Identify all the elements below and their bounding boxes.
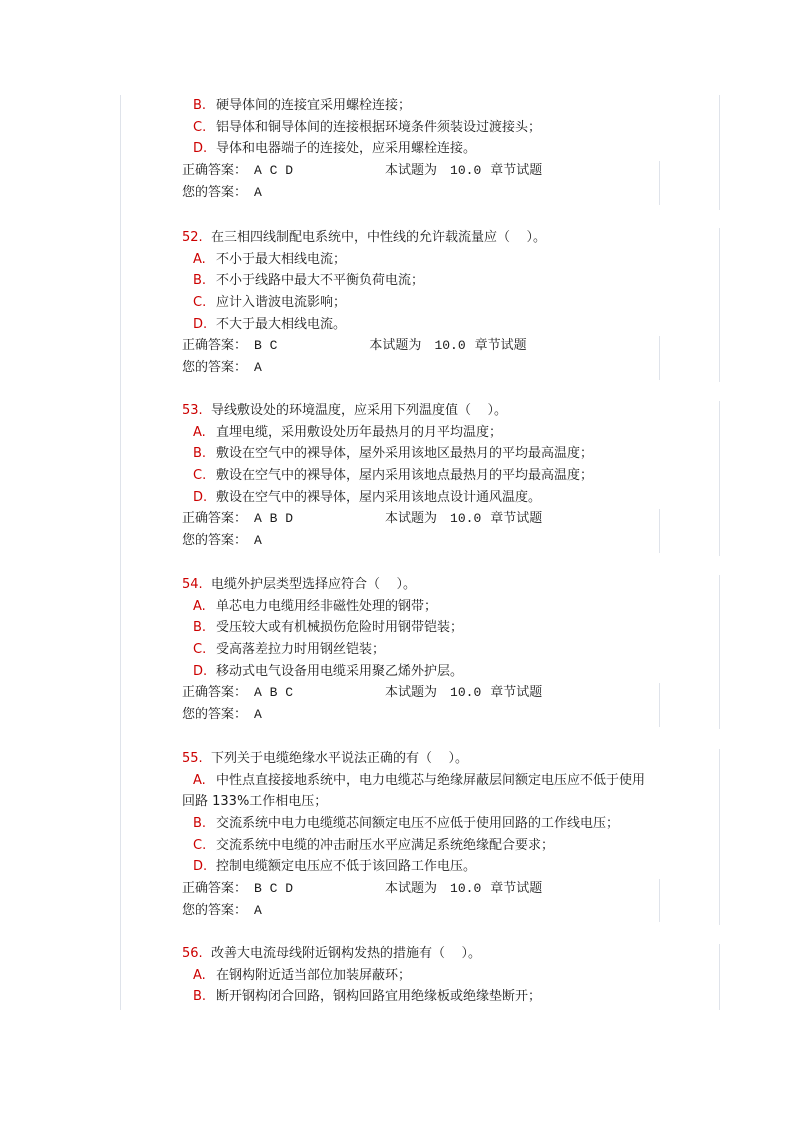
correct-answer-row [182, 682, 672, 704]
question-number: 52. [182, 230, 203, 245]
right-border-line [719, 749, 720, 925]
option-letter: B. [193, 446, 207, 462]
option-letter: B. [193, 620, 207, 636]
score-value: 10.0 [450, 685, 482, 701]
question-block-53 [182, 400, 672, 552]
option-letter: A. [193, 598, 206, 614]
correct-answer-value: A B C [254, 685, 294, 701]
option-letter: B. [193, 989, 207, 1005]
left-border-line [120, 95, 121, 1010]
correct-answer-row [182, 335, 672, 357]
score-value: 10.0 [450, 881, 482, 897]
your-answer-row [182, 530, 672, 552]
option-row [182, 138, 672, 160]
option-text: 不小于线路中最大不平衡负荷电流； [216, 273, 425, 289]
option-letter: A. [193, 967, 206, 983]
your-answer-row [182, 182, 672, 204]
score-label: 本试题为 [369, 338, 422, 354]
right-border-line [719, 575, 720, 729]
option-letter: A. [193, 772, 206, 788]
chapter-label: 章节试题 [490, 511, 543, 527]
correct-answer-value: B C [254, 338, 278, 354]
right-border-line [719, 401, 720, 556]
chapter-label: 章节试题 [474, 338, 527, 354]
score-value: 10.0 [434, 338, 466, 354]
score-value: 10.0 [450, 511, 482, 527]
score-label: 本试题为 [385, 163, 438, 179]
question-block-55 [182, 748, 672, 922]
question-stem-row [182, 748, 672, 770]
question-stem: 下列关于电缆绝缘水平说法正确的有（ ）。 [211, 751, 469, 766]
your-answer-label: 您的答案： [182, 707, 248, 723]
correct-answer-row [182, 878, 672, 900]
option-letter: D. [193, 859, 208, 875]
option-row [182, 813, 672, 835]
option-row [182, 422, 672, 444]
correct-answer-row [182, 508, 672, 530]
correct-answer-value: A C D [254, 163, 294, 179]
score-label: 本试题为 [385, 511, 438, 527]
option-letter: C. [193, 295, 207, 311]
option-row [182, 770, 672, 792]
question-stem: 导线敷设处的环境温度，应采用下列温度值（ ）。 [211, 403, 508, 418]
chapter-label: 章节试题 [490, 163, 543, 179]
your-answer-label: 您的答案： [182, 184, 248, 200]
your-answer-label: 您的答案： [182, 360, 248, 376]
question-number: 55. [182, 751, 203, 766]
option-text: 回路 133%工作相电压； [182, 794, 328, 810]
correct-answer-label: 正确答案： [182, 881, 248, 897]
correct-answer-label: 正确答案： [182, 163, 248, 179]
option-text: 直埋电缆，采用敷设处历年最热月的月平均温度； [216, 424, 503, 440]
your-answer-value: A [254, 902, 262, 918]
question-number: 56. [182, 946, 203, 961]
option-text: 中性点直接接地系统中，电力电缆芯与绝缘屏蔽层间额定电压应不低于使用 [216, 772, 646, 788]
question-number: 53. [182, 403, 203, 418]
option-letter: B. [193, 816, 207, 832]
your-answer-value: A [254, 184, 262, 200]
option-row [182, 596, 672, 618]
option-text: 敷设在空气中的裸导体，屋内采用该地点设计通风温度。 [216, 489, 542, 505]
chapter-label: 章节试题 [490, 881, 543, 897]
option-row [182, 661, 672, 683]
option-row [182, 487, 672, 509]
option-letter: C. [193, 468, 207, 484]
your-answer-row [182, 357, 672, 379]
option-row [182, 443, 672, 465]
right-border-line [719, 95, 720, 210]
option-row [182, 465, 672, 487]
your-answer-label: 您的答案： [182, 533, 248, 549]
option-letter: B. [193, 273, 207, 289]
question-stem-row [182, 574, 672, 596]
option-row [182, 292, 672, 314]
option-text: 铝导体和铜导体间的连接根据环境条件须装设过渡接头； [216, 119, 542, 135]
option-row [182, 986, 672, 1008]
option-text: 导体和电器端子的连接处，应采用螺栓连接。 [216, 141, 477, 157]
your-answer-row [182, 704, 672, 726]
correct-answer-row [182, 160, 672, 182]
question-block-56 [182, 943, 672, 1008]
option-row [182, 639, 672, 661]
your-answer-value: A [254, 533, 262, 549]
option-row [182, 856, 672, 878]
question-number: 54. [182, 577, 203, 592]
option-letter: A. [193, 251, 206, 267]
option-row [182, 617, 672, 639]
your-answer-row [182, 900, 672, 922]
option-letter: C. [193, 119, 207, 135]
option-text: 不小于最大相线电流； [216, 251, 347, 267]
option-letter: B. [193, 98, 207, 113]
option-row [182, 314, 672, 336]
option-text: 在钢构附近适当部位加装屏蔽环； [216, 967, 412, 983]
question-block-52 [182, 227, 672, 379]
option-text: 控制电缆额定电压应不低于该回路工作电压。 [216, 859, 477, 875]
question-stem-row [182, 227, 672, 249]
option-text: 受高落差拉力时用钢丝铠装； [216, 642, 386, 658]
option-letter: D. [193, 316, 208, 332]
option-letter: D. [193, 489, 208, 505]
your-answer-value: A [254, 360, 262, 376]
question-block-54 [182, 574, 672, 726]
option-letter: D. [193, 663, 208, 679]
correct-answer-value: A B D [254, 511, 294, 527]
right-border-line [719, 944, 720, 1010]
option-text: 受压较大或有机械损伤危险时用钢带铠装； [216, 620, 464, 636]
option-letter: D. [193, 141, 208, 157]
score-value: 10.0 [450, 163, 482, 179]
question-stem: 在三相四线制配电系统中，中性线的允许载流量应（ ）。 [211, 230, 547, 245]
option-text: 移动式电气设备用电缆采用聚乙烯外护层。 [216, 663, 464, 679]
option-text: 应计入谐波电流影响； [216, 295, 347, 311]
option-row [182, 117, 672, 139]
correct-answer-label: 正确答案： [182, 338, 248, 354]
correct-answer-value: B C D [254, 881, 294, 897]
option-text: 交流系统中电力电缆缆芯间额定电压不应低于使用回路的工作线电压； [216, 816, 620, 832]
question-stem-row [182, 943, 672, 965]
option-text: 单芯电力电缆用经非磁性处理的钢带； [216, 598, 438, 614]
question-stem: 改善大电流母线附近钢构发热的措施有（ ）。 [211, 946, 482, 961]
option-text: 断开钢构闭合回路，钢构回路宜用绝缘板或绝缘垫断开； [216, 989, 542, 1005]
option-text: 交流系统中电缆的冲击耐压水平应满足系统绝缘配合要求； [216, 837, 555, 853]
option-row [182, 835, 672, 857]
correct-answer-label: 正确答案： [182, 685, 248, 701]
correct-answer-label: 正确答案： [182, 511, 248, 527]
question-stem: 电缆外护层类型选择应符合（ ）。 [211, 577, 417, 592]
question-stem-row [182, 400, 672, 422]
your-answer-value: A [254, 707, 262, 723]
option-row [182, 965, 672, 987]
option-text-continuation [182, 791, 672, 813]
option-row [182, 95, 672, 117]
score-label: 本试题为 [385, 685, 438, 701]
chapter-label: 章节试题 [490, 685, 543, 701]
score-label: 本试题为 [385, 881, 438, 897]
option-text: 敷设在空气中的裸导体，屋外采用该地区最热月的平均最高温度； [216, 446, 594, 462]
question-block-51 [182, 95, 672, 203]
your-answer-label: 您的答案： [182, 902, 248, 918]
option-row [182, 270, 672, 292]
option-text: 不大于最大相线电流。 [216, 316, 347, 332]
option-letter: C. [193, 837, 207, 853]
option-letter: A. [193, 424, 206, 440]
option-text: 硬导体间的连接宜采用螺栓连接； [216, 98, 412, 113]
right-border-line [719, 228, 720, 382]
option-letter: C. [193, 642, 207, 658]
option-text: 敷设在空气中的裸导体，屋内采用该地点最热月的平均最高温度； [216, 468, 594, 484]
option-row [182, 249, 672, 271]
